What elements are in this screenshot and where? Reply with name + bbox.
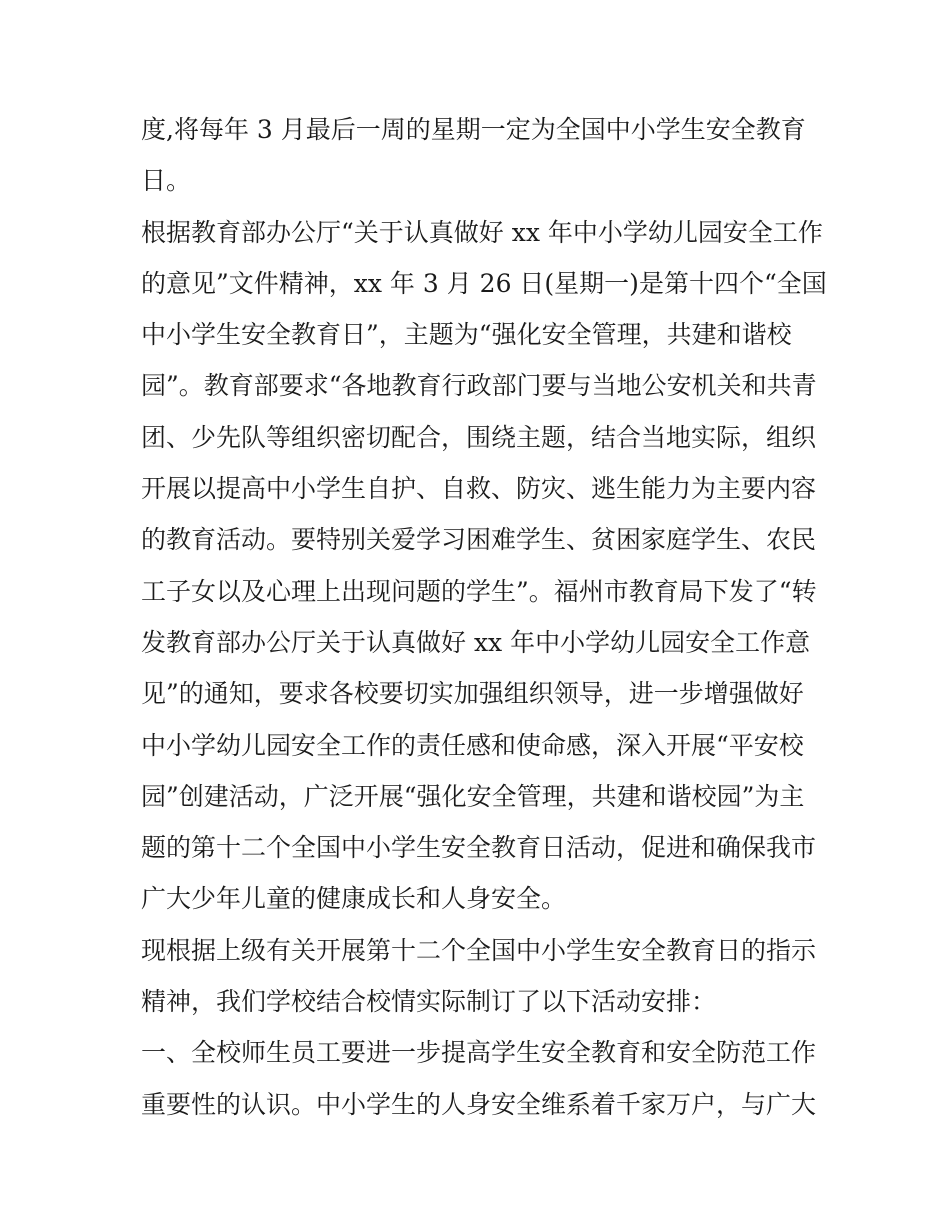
text-line: 发教育部办公厅关于认真做好 xx 年中小学幼儿园安全工作意 [141,627,811,657]
text-line: 精神，我们学校结合校情实际制订了以下活动安排： [141,987,717,1017]
document-body [141,104,827,1130]
text-line: 日。 [141,166,192,196]
text-line: 广大少年儿童的健康成长和人身安全。 [141,884,567,914]
text-line: 工子女以及心理上出现问题的学生”。福州市教育局下发了“转 [141,576,817,606]
text-line: 一、全校师生员工要进一步提高学生安全教育和安全防范工作 [141,1038,817,1068]
text-line: 现根据上级有关开展第十二个全国中小学生安全教育日的指示 [141,935,817,965]
text-line: 开展以提高中小学生自护、自救、防灾、逃生能力为主要内容 [141,474,817,504]
text-line: 的教育活动。要特别关爱学习困难学生、贫困家庭学生、农民 [141,525,817,555]
text-line: 中小学生安全教育日”，主题为“强化安全管理，共建和谐校 [141,320,792,350]
text-line: 园”创建活动，广泛开展“强化安全管理，共建和谐校园”为主 [141,781,805,811]
text-line: 的意见”文件精神，xx 年 3 月 26 日(星期一)是第十四个“全国 [141,268,827,298]
text-line: 见”的通知，要求各校要切实加强组织领导，进一步增强做好 [141,679,804,709]
text-line: 题的第十二个全国中小学生安全教育日活动，促进和确保我市 [141,833,817,863]
text-line: 园”。教育部要求“各地教育行政部门要与当地公安机关和共青 [141,371,817,401]
text-line: 重要性的认识。中小学生的人身安全维系着千家万户，与广大 [141,1089,817,1119]
text-line: 中小学幼儿园安全工作的责任感和使命感，深入开展“平安校 [141,730,804,760]
text-line: 根据教育部办公厅“关于认真做好 xx 年中小学幼儿园安全工作 [141,217,823,247]
text-line: 团、少先队等组织密切配合，围绕主题，结合当地实际，组织 [141,422,817,452]
text-line: 度,将每年 3 月最后一周的星期一定为全国中小学生安全教育 [141,115,806,144]
